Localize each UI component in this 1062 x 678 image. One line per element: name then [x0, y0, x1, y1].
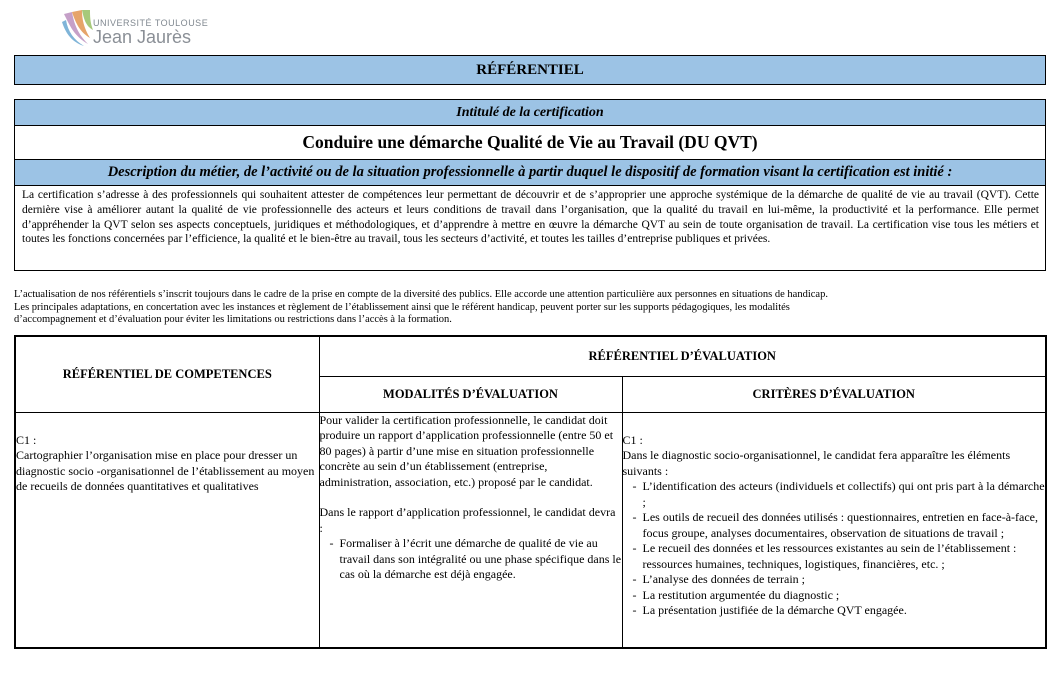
- university-logo: [60, 6, 230, 50]
- list-item: - La présentation justifiée de la démarche QVT engagée.: [623, 603, 1046, 619]
- modalites-list: [320, 536, 622, 583]
- modalites-cell: [319, 412, 622, 648]
- logo-line2: Jean Jaurès: [93, 27, 192, 47]
- list-item: - L’analyse des données de terrain ;: [623, 572, 1046, 588]
- modalites-paragraph-2: Dans le rapport d’application professionnel, le candidat devra :: [319, 505, 616, 535]
- header-criteres: CRITÈRES D’ÉVALUATION: [622, 376, 1046, 412]
- logo-line1: UNIVERSITÉ TOULOUSE: [93, 18, 209, 28]
- accessibility-note: [14, 289, 1044, 327]
- list-item: - Les outils de recueil des données utilisés : questionnaires, entretien en face-à-face, focus groupe, analyses documentaires, observation de situations de travail ;: [623, 510, 1046, 541]
- criteres-code: C1 :: [622, 432, 643, 447]
- note-line-1: L’actualisation de nos référentiels s’inscrit toujours dans le cadre de la prise en compte de la diversité des publics. Elle accorde une attention particulière aux personnes en situations de handicap.: [14, 289, 828, 300]
- header-competences: RÉFÉRENTIEL DE COMPETENCES: [15, 336, 319, 412]
- list-item: - Formaliser à l’écrit une démarche de qualité de vie au travail dans son intégralité ou une phase spécifique dans le cas où la démarche est déjà engagée.: [320, 536, 622, 583]
- description-text: La certification s’adresse à des professionnels qui souhaitent attester de compétences leur permettant de découvrir et de s’approprier une approche systémique de la démarche de qualité de vie au travail (QVT). Cette dernière vise à améliorer autant la qualité de vie professionnelle des acteurs et leurs conditions de travail dans l’organisation, que la qualité du travail en lui-même, la productivité et la performance. Elle permet d’appréhender la QVT selon ses aspects conceptuels, juridiques et méthodologiques, et d’apprendre à mettre en œuvre la démarche QVT au sein de toute organisation de travail. La certification vise tous les métiers et toutes les fonctions concernées par l’efficience, la qualité et le bien-être au travail, tous les secteurs d’activité, et toutes les tailles d’entreprise publiques et privées.: [22, 189, 1039, 246]
- competence-code: C1 :: [16, 432, 37, 447]
- description-label: Description du métier, de l’activité ou de la situation professionnelle à partir duquel le dispositif de formation visant la certification est initié :: [15, 160, 1045, 186]
- referentiel-table: [14, 335, 1047, 649]
- logo-swoosh-icon: [60, 8, 94, 48]
- competence-cell: [15, 412, 319, 648]
- certification-block: [14, 99, 1046, 271]
- certification-label: Intitulé de la certification: [15, 100, 1045, 126]
- modalites-paragraph-1: Pour valider la certification professionnelle, le candidat doit produire un rapport d’application professionnelle (entre 50 et 80 pages) à partir d’une mise en situation professionnelle concrète au sein d’un établissement (entreprise, administration, association, etc.) proposé par le candidat.: [319, 412, 614, 489]
- certification-title: Conduire une démarche Qualité de Vie au Travail (DU QVT): [15, 126, 1045, 160]
- competence-text: Cartographier l’organisation mise en place pour dresser un diagnostic socio -organisationnel de l’établissement au moyen de recueils de données quantitatives et qualitatives: [16, 448, 315, 493]
- header-evaluation: RÉFÉRENTIEL D’ÉVALUATION: [319, 336, 1046, 376]
- list-item: - L’identification des acteurs (individuels et collectifs) qui ont pris part à la démarche ;: [623, 479, 1046, 510]
- criteres-list: [623, 479, 1046, 619]
- referentiel-title: RÉFÉRENTIEL: [14, 55, 1046, 85]
- list-item: - La restitution argumentée du diagnostic ;: [623, 588, 1046, 604]
- criteres-intro: Dans le diagnostic socio-organisationnel, le candidat fera apparaître les éléments suivants :: [622, 448, 1011, 478]
- note-line-2: Les principales adaptations, en concertation avec les instances et règlement de l’établissement ainsi que le référent handicap, peuvent porter sur les supports pédagogiques, les modalités: [14, 301, 790, 313]
- header-modalites: MODALITÉS D’ÉVALUATION: [319, 376, 622, 412]
- list-item: - Le recueil des données et les ressources existantes au sein de l’établissement : ressources humaines, techniques, logistiques, financières, etc. ;: [623, 541, 1046, 572]
- note-line-3: d’accompagnement et d’évaluation pour éviter les limitations ou restrictions dans l’accès à la formation.: [14, 314, 452, 326]
- criteres-cell: [622, 412, 1046, 648]
